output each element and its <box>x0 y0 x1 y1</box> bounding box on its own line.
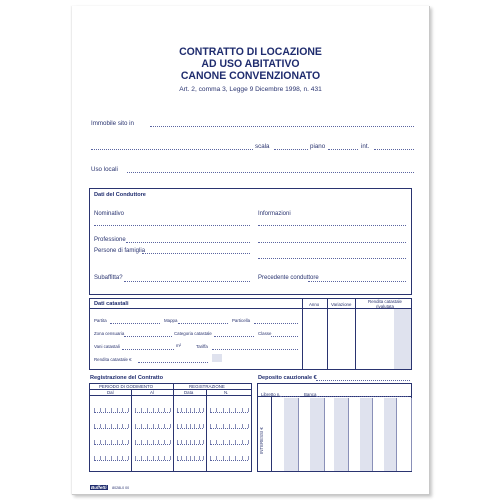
rendita-catastale-label: Rendita catastale € <box>94 357 132 362</box>
catastali-col-divider-2 <box>327 298 328 370</box>
mappa-input-line[interactable] <box>178 323 228 324</box>
registrazione-header: REGISTRAZIONE <box>189 384 225 389</box>
scala-label: scala <box>255 143 270 150</box>
int-label: int. <box>361 143 370 150</box>
deposito-title: Deposito cauzionale € <box>258 375 317 381</box>
entry-tick-mark <box>128 424 129 428</box>
registrazione-entry-field[interactable] <box>177 460 203 461</box>
nominativo-input-line[interactable] <box>94 225 250 226</box>
catastali-title: Dati catastali <box>94 301 129 307</box>
interessi-amount-column[interactable] <box>310 398 325 471</box>
uso-locali-input-line[interactable] <box>127 172 414 173</box>
registrazione-entry-field[interactable] <box>135 428 170 429</box>
professione-label: Professione <box>94 237 126 243</box>
classe-input-line[interactable] <box>271 336 298 337</box>
registrazione-entry-field[interactable] <box>210 444 248 445</box>
form-title-line-1: CONTRATTO DI LOCAZIONE <box>179 46 322 58</box>
interessi-col-divider <box>271 397 272 472</box>
interessi-vertical-label: INTERESSI € <box>259 427 264 454</box>
al-column-header: Al <box>150 390 154 395</box>
banca-label: Banca <box>304 392 317 397</box>
footer-brand <box>90 476 129 494</box>
form-title-line-2: AD USO ABITATIVO <box>201 58 300 70</box>
interessi-amount-column[interactable] <box>396 398 412 471</box>
data-column-header: Data <box>184 390 194 395</box>
categoria-catastale-input-line[interactable] <box>214 336 254 337</box>
registrazione-entry-field[interactable] <box>135 412 170 413</box>
vani-catastali-input-line[interactable] <box>122 349 174 350</box>
rendita-shaded-column <box>394 309 411 369</box>
categoria-catastale-label: Categoria catastale <box>174 331 212 336</box>
subaffitta-input-line[interactable] <box>124 281 250 282</box>
professione-input-line[interactable] <box>126 242 250 243</box>
buffetti-logo: Buffetti <box>91 485 107 490</box>
mappa-label: Mappa <box>164 318 178 323</box>
m2-label: m² <box>176 343 182 348</box>
rendita-decimal-box[interactable] <box>212 354 222 362</box>
persone-famiglia-label: Persone di famiglia <box>94 248 146 254</box>
form-subtitle: Art. 2, comma 3, Legge 9 Dicembre 1998, n. 431 <box>179 86 322 93</box>
rendita-rivalutata-column-header: Rendita catastale rivalutata <box>368 299 402 309</box>
libretto-label: Libretto n. <box>261 392 281 397</box>
contract-form-page <box>72 6 430 495</box>
anno-column-header: Anno <box>309 302 320 307</box>
entry-tick-mark <box>170 408 171 412</box>
registrazione-entry-field[interactable] <box>94 412 128 413</box>
reg-col-divider-1 <box>131 389 132 472</box>
catastali-col-divider-1 <box>302 298 303 370</box>
partita-input-line[interactable] <box>110 323 160 324</box>
persone-famiglia-input-line[interactable] <box>142 253 250 254</box>
piano-input-line[interactable] <box>328 149 358 150</box>
scala-input-line[interactable] <box>274 149 308 150</box>
registrazione-entry-field[interactable] <box>177 428 203 429</box>
deposito-input-line[interactable] <box>316 380 410 381</box>
informazioni-input-line-3[interactable] <box>258 258 406 259</box>
entry-tick-mark <box>248 424 249 428</box>
informazioni-input-line-2[interactable] <box>258 242 406 243</box>
classe-label: Classe <box>258 331 272 336</box>
partita-label: Partita <box>94 318 107 323</box>
variazione-column-header: Variazione <box>331 302 352 307</box>
immobile-input-line[interactable] <box>150 126 414 127</box>
entry-tick-mark <box>170 456 171 460</box>
zona-censuaria-input-line[interactable] <box>124 336 172 337</box>
entry-tick-mark <box>203 424 204 428</box>
vani-catastali-label: Vani catastali <box>94 344 120 349</box>
precedente-conduttore-label: Precedente conduttore <box>258 275 319 281</box>
immobile-label: Immobile sito in <box>91 120 134 127</box>
registrazione-title: Registrazione del Contratto <box>90 375 164 381</box>
reg-col-divider-3 <box>206 389 207 472</box>
registrazione-entry-field[interactable] <box>210 460 248 461</box>
registrazione-entry-field[interactable] <box>94 428 128 429</box>
tariffa-input-line[interactable] <box>212 349 298 350</box>
reg-header-rule-2 <box>89 395 252 396</box>
conduttore-title: Dati del Conduttore <box>94 192 146 198</box>
libretto-input-line[interactable] <box>280 396 300 397</box>
entry-tick-mark <box>203 408 204 412</box>
registrazione-entry-field[interactable] <box>135 460 170 461</box>
rendita-catastale-input-line[interactable] <box>138 362 208 363</box>
interessi-amount-column[interactable] <box>284 398 299 471</box>
precedente-conduttore-input-line[interactable] <box>308 281 406 282</box>
particella-input-line[interactable] <box>254 323 298 324</box>
entry-tick-mark <box>248 408 249 412</box>
subaffitta-label: Subaffitta? <box>94 275 123 281</box>
dal-column-header: Dal <box>107 390 114 395</box>
reg-col-divider-2 <box>173 383 174 472</box>
int-input-line[interactable] <box>374 149 414 150</box>
registrazione-entry-field[interactable] <box>210 412 248 413</box>
particella-label: Particella <box>232 318 251 323</box>
piano-label: piano <box>310 143 326 150</box>
entry-tick-mark <box>128 440 129 444</box>
registrazione-entry-field[interactable] <box>94 444 128 445</box>
n-column-header: N. <box>224 390 229 395</box>
catastali-col-divider-3 <box>355 298 356 370</box>
informazioni-label: Informazioni <box>258 211 291 217</box>
registrazione-entry-field[interactable] <box>210 428 248 429</box>
entry-tick-mark <box>203 456 204 460</box>
entry-tick-mark <box>170 424 171 428</box>
periodo-godimento-header: PERIODO DI GODIMENTO <box>99 384 154 389</box>
entry-tick-mark <box>248 456 249 460</box>
zona-censuaria-label: Zona censuaria <box>94 331 125 336</box>
uso-locali-label: Uso locali <box>91 166 118 173</box>
address-input-line[interactable] <box>91 149 253 150</box>
form-code: 8028L0 00 <box>112 486 130 490</box>
interessi-amount-column[interactable] <box>334 398 349 471</box>
registrazione-entry-field[interactable] <box>177 444 203 445</box>
entry-tick-mark <box>128 456 129 460</box>
entry-tick-mark <box>128 408 129 412</box>
entry-tick-mark <box>170 440 171 444</box>
tariffa-label: Tariffa <box>196 344 208 349</box>
banca-input-line[interactable] <box>316 396 408 397</box>
registrazione-entry-field[interactable] <box>94 460 128 461</box>
registrazione-entry-field[interactable] <box>177 412 203 413</box>
informazioni-input-line-1[interactable] <box>258 225 406 226</box>
entry-tick-mark <box>248 440 249 444</box>
registrazione-entry-field[interactable] <box>135 444 170 445</box>
nominativo-label: Nominativo <box>94 211 125 217</box>
entry-tick-mark <box>203 440 204 444</box>
form-title-line-3: CANONE CONVENZIONATO <box>180 70 321 82</box>
